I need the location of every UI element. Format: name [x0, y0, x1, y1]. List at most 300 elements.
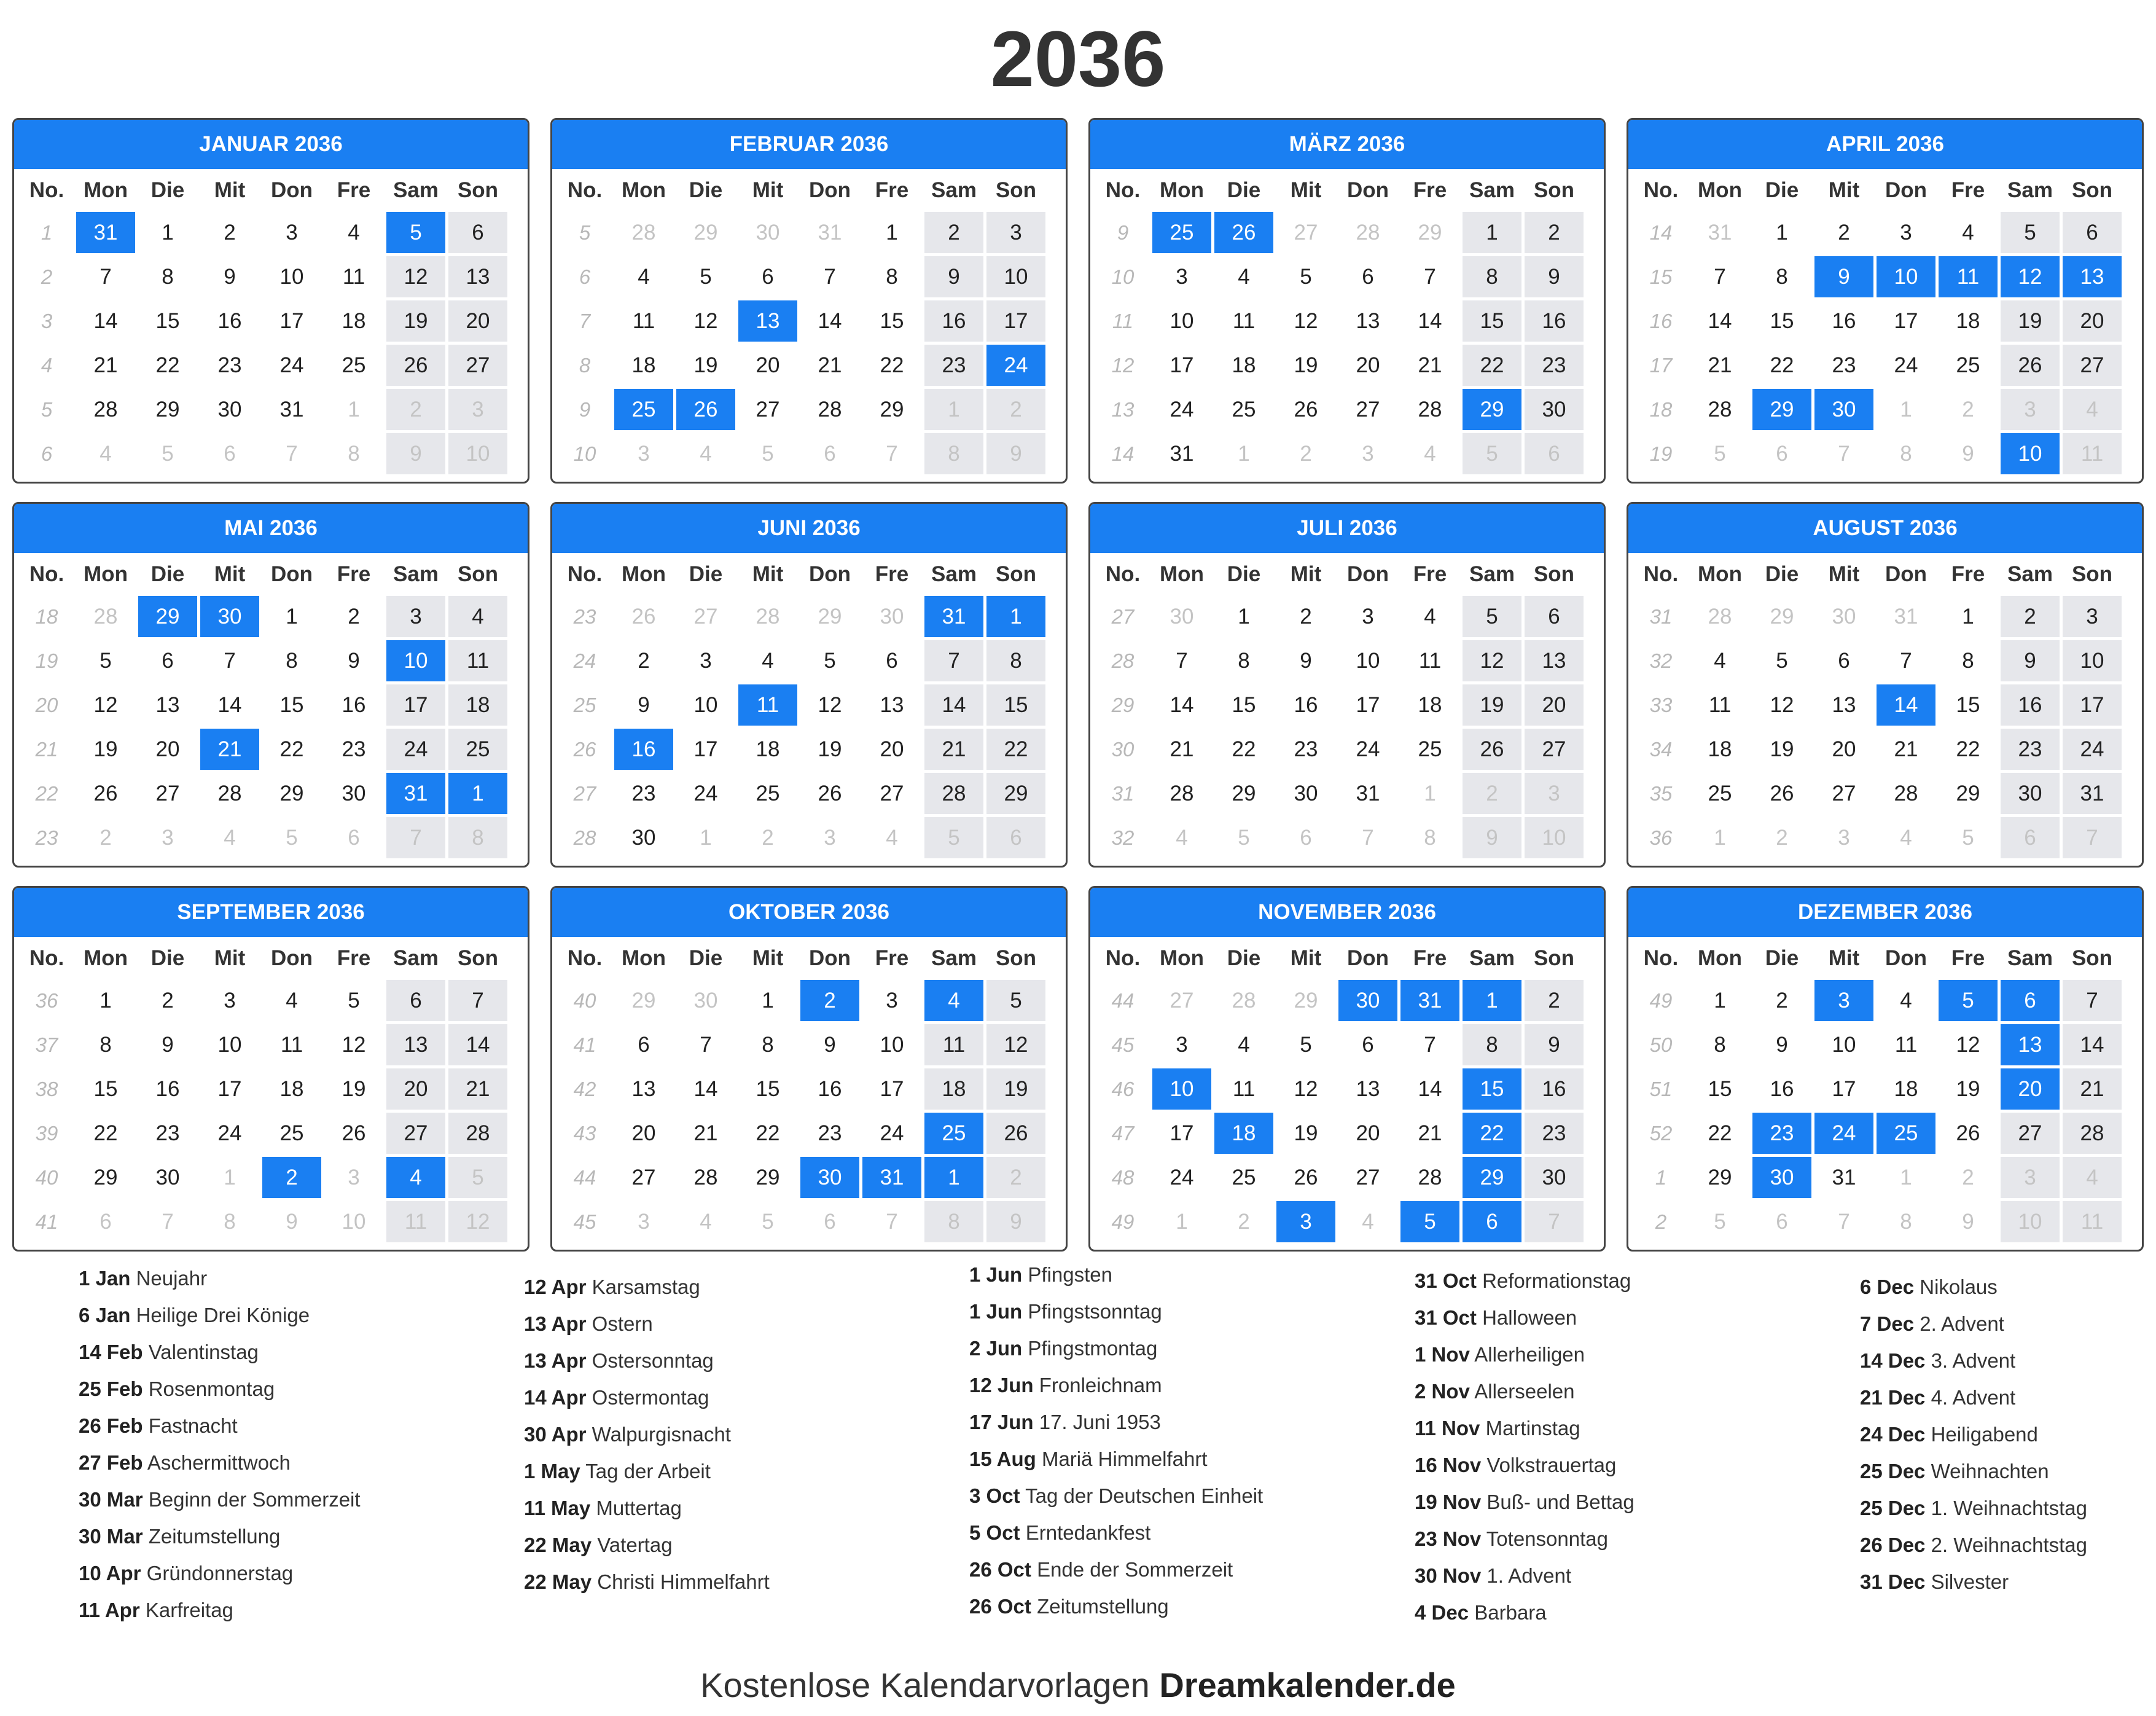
holiday-item	[1415, 1263, 1845, 1299]
day-cell: 6	[762, 264, 774, 289]
week-row	[558, 1113, 1045, 1154]
day-cell: 21	[818, 353, 842, 377]
weekday-header: Don	[808, 946, 851, 970]
holiday-name: Mariä Himmelfahrt	[1041, 1448, 1208, 1470]
day-cell: 1	[286, 604, 298, 629]
holiday-date: 30 Mar	[79, 1488, 143, 1511]
holiday-day-cell: 29	[138, 596, 197, 637]
day-cell: 20	[880, 737, 904, 761]
weekday-header-row	[1096, 940, 1584, 977]
week-number: 8	[579, 353, 591, 377]
day-cell: 11	[1708, 692, 1732, 717]
day-cell: 30	[693, 988, 718, 1013]
day-cell: 26	[818, 781, 842, 805]
weekday-header-row	[1096, 556, 1584, 593]
holiday-date: 14 Apr	[524, 1386, 587, 1409]
day-cell: 4	[286, 988, 298, 1013]
week-row	[20, 1157, 507, 1198]
day-cell: 4	[1176, 825, 1188, 850]
week-row	[558, 300, 1045, 342]
day-cell: 22	[756, 1121, 780, 1145]
holiday-name: 2. Advent	[1920, 1312, 2004, 1335]
holiday-day-cell: 25	[1877, 1113, 1935, 1154]
day-cell: 29	[155, 397, 180, 421]
day-cell: 27	[2001, 1113, 2060, 1154]
day-cell: 12	[448, 1201, 507, 1242]
day-cell: 26	[2001, 345, 2060, 386]
day-cell: 14	[693, 1076, 718, 1101]
month-table	[17, 553, 510, 861]
day-cell: 1	[1962, 604, 1974, 629]
day-cell: 6	[1300, 825, 1312, 850]
day-cell: 17	[1894, 308, 1918, 333]
month-title: DEZEMBER 2036	[1628, 888, 2142, 937]
weekday-header: Son	[457, 178, 499, 202]
weekday-header: Die	[150, 946, 185, 970]
day-cell: 3	[2001, 389, 2060, 430]
day-cell: 9	[1776, 1032, 1788, 1057]
weekday-header: Fre	[1951, 562, 1985, 586]
week-number: 39	[35, 1121, 58, 1145]
day-cell: 21	[2063, 1068, 2122, 1110]
day-cell: 3	[1362, 441, 1374, 466]
month-table	[17, 937, 510, 1245]
weekday-header: Mit	[752, 946, 784, 970]
week-number: 5	[41, 398, 53, 421]
holiday-day-cell: 12	[2001, 256, 2060, 297]
day-cell: 27	[448, 345, 507, 386]
month-title: JUNI 2036	[552, 504, 1066, 553]
day-cell: 4	[1238, 1032, 1250, 1057]
day-cell: 9	[1962, 441, 1974, 466]
holiday-item	[969, 1404, 1399, 1441]
day-cell: 7	[1424, 264, 1436, 289]
day-cell: 1	[1776, 220, 1788, 245]
month-table	[1631, 169, 2125, 477]
weekday-header: Die	[150, 562, 185, 586]
holiday-column	[79, 1260, 509, 1629]
day-cell: 7	[924, 640, 983, 681]
holiday-date: 2 Nov	[1415, 1380, 1470, 1403]
week-number: 32	[1111, 826, 1135, 849]
weekday-header: Son	[995, 562, 1037, 586]
day-cell: 23	[342, 737, 366, 761]
holiday-date: 14 Dec	[1860, 1349, 1926, 1372]
holiday-date: 3 Oct	[969, 1484, 1020, 1507]
weekday-header-row	[558, 556, 1045, 593]
day-cell: 5	[1962, 825, 1974, 850]
holiday-day-cell: 29	[1463, 1157, 1521, 1198]
day-cell: 19	[1956, 1076, 1980, 1101]
holiday-day-cell: 22	[1463, 1113, 1521, 1154]
day-cell: 9	[1300, 648, 1312, 673]
day-cell: 27	[631, 1165, 656, 1189]
week-row	[20, 596, 507, 637]
weekday-header: Sam	[931, 178, 977, 202]
day-cell: 27	[386, 1113, 445, 1154]
week-number: 9	[1117, 221, 1129, 244]
week-number: 6	[579, 265, 591, 288]
day-cell: 16	[217, 308, 242, 333]
week-number: 40	[573, 989, 596, 1012]
holiday-name: Rosenmontag	[148, 1377, 275, 1400]
day-cell: 2	[386, 389, 445, 430]
day-cell: 16	[1525, 1068, 1584, 1110]
day-cell: 9	[286, 1209, 298, 1234]
day-cell: 9	[1962, 1209, 1974, 1234]
weekday-header: Don	[270, 178, 313, 202]
holiday-item	[1415, 1373, 1845, 1410]
day-cell: 5	[924, 817, 983, 858]
day-cell: 21	[924, 729, 983, 770]
day-cell: 26	[986, 1113, 1045, 1154]
week-row	[20, 433, 507, 474]
weekday-header: Fre	[1951, 946, 1985, 970]
holiday-date: 30 Apr	[524, 1423, 587, 1446]
week-number: 5	[579, 221, 591, 244]
week-row	[1096, 596, 1584, 637]
day-cell: 23	[924, 345, 983, 386]
week-number: 18	[35, 605, 58, 628]
day-cell: 7	[824, 264, 836, 289]
day-cell: 1	[886, 220, 898, 245]
day-cell: 3	[286, 220, 298, 245]
weekday-header: Don	[1346, 562, 1389, 586]
weekday-header: Don	[808, 562, 851, 586]
weekday-header: Don	[1346, 178, 1389, 202]
day-cell: 21	[93, 353, 118, 377]
day-cell: 13	[155, 692, 180, 717]
week-row	[1635, 1024, 2122, 1065]
week-row	[20, 980, 507, 1021]
week-row	[20, 1201, 507, 1242]
day-cell: 10	[279, 264, 304, 289]
holiday-item	[79, 1297, 509, 1334]
day-cell: 29	[986, 773, 1045, 814]
week-row	[20, 256, 507, 297]
day-cell: 7	[2063, 817, 2122, 858]
week-number-header: No.	[567, 946, 603, 970]
holiday-item	[79, 1592, 509, 1629]
day-cell: 13	[448, 256, 507, 297]
holiday-day-cell: 6	[1463, 1201, 1521, 1242]
week-row	[1096, 389, 1584, 430]
day-cell: 6	[1776, 441, 1788, 466]
month-table	[1093, 937, 1587, 1245]
day-cell: 10	[2001, 1201, 2060, 1242]
day-cell: 6	[1525, 433, 1584, 474]
holiday-name: Pfingsten	[1028, 1263, 1112, 1286]
holiday-item	[1860, 1342, 2156, 1379]
week-number: 41	[35, 1210, 58, 1233]
week-number-header: No.	[1105, 946, 1141, 970]
holiday-date: 7 Dec	[1860, 1312, 1915, 1335]
weekday-header: Die	[689, 946, 723, 970]
day-cell: 1	[700, 825, 712, 850]
week-number: 11	[1112, 309, 1134, 332]
week-row	[20, 212, 507, 253]
holiday-name: Walpurgisnacht	[592, 1423, 731, 1446]
day-cell: 5	[286, 825, 298, 850]
week-number: 24	[573, 649, 596, 672]
holiday-name: Vatertag	[597, 1534, 673, 1556]
day-cell: 23	[2001, 729, 2060, 770]
day-cell: 28	[693, 1165, 718, 1189]
holiday-name: Fastnacht	[148, 1414, 238, 1437]
week-number: 12	[1111, 353, 1135, 377]
week-row	[558, 212, 1045, 253]
weekday-header: Mon	[1698, 562, 1742, 586]
week-number: 42	[573, 1077, 596, 1100]
holiday-date: 4 Dec	[1415, 1601, 1469, 1624]
weekday-header-row	[558, 172, 1045, 209]
week-number-header: No.	[29, 946, 64, 970]
weekday-header: Don	[1885, 946, 1928, 970]
weekday-header: Sam	[2007, 562, 2053, 586]
week-row	[1096, 980, 1584, 1021]
month-title: MAI 2036	[14, 504, 528, 553]
day-cell: 5	[1776, 648, 1788, 673]
weekday-header: Mon	[1160, 946, 1204, 970]
holiday-date: 6 Jan	[79, 1304, 131, 1326]
weekday-header: Fre	[1413, 946, 1447, 970]
holiday-day-cell: 31	[1400, 980, 1459, 1021]
day-cell: 27	[2063, 345, 2122, 386]
day-cell: 3	[986, 212, 1045, 253]
week-row	[1096, 345, 1584, 386]
month-title: APRIL 2036	[1628, 120, 2142, 169]
holiday-date: 10 Apr	[79, 1562, 141, 1585]
day-cell: 18	[631, 353, 656, 377]
weekday-header-row	[1635, 940, 2122, 977]
holiday-item	[969, 1367, 1399, 1404]
day-cell: 1	[1900, 397, 1912, 421]
day-cell: 10	[1170, 308, 1194, 333]
day-cell: 23	[631, 781, 656, 805]
holiday-item	[1860, 1527, 2156, 1564]
day-cell: 10	[986, 256, 1045, 297]
week-number: 40	[35, 1166, 58, 1189]
week-number-header: No.	[29, 562, 64, 586]
day-cell: 30	[880, 604, 904, 629]
holiday-name: Zeitumstellung	[1037, 1595, 1169, 1618]
day-cell: 4	[700, 1209, 712, 1234]
day-cell: 2	[762, 825, 774, 850]
holiday-date: 25 Feb	[79, 1377, 143, 1400]
weekday-header: Mit	[1828, 562, 1860, 586]
week-row	[558, 433, 1045, 474]
day-cell: 29	[693, 220, 718, 245]
week-number: 20	[35, 693, 58, 716]
holiday-day-cell: 2	[800, 980, 859, 1021]
holiday-item	[79, 1334, 509, 1371]
weekday-header: Mon	[1160, 178, 1204, 202]
day-cell: 31	[279, 397, 304, 421]
holiday-name: 1. Advent	[1486, 1564, 1571, 1587]
day-cell: 12	[1294, 1076, 1318, 1101]
holiday-item	[969, 1441, 1399, 1478]
day-cell: 28	[93, 604, 118, 629]
day-cell: 16	[1770, 1076, 1794, 1101]
week-number-header: No.	[1643, 178, 1679, 202]
holiday-item	[524, 1490, 954, 1527]
holiday-date: 21 Dec	[1860, 1386, 1926, 1409]
day-cell: 29	[93, 1165, 118, 1189]
weekday-header: Mon	[1698, 178, 1742, 202]
day-cell: 7	[1838, 1209, 1850, 1234]
weekday-header: Fre	[875, 562, 909, 586]
day-cell: 5	[986, 980, 1045, 1021]
weekday-header: Fre	[1413, 562, 1447, 586]
holiday-item	[1860, 1379, 2156, 1416]
day-cell: 1	[1176, 1209, 1188, 1234]
day-cell: 29	[1770, 604, 1794, 629]
month-title: NOVEMBER 2036	[1090, 888, 1604, 937]
week-row	[558, 1201, 1045, 1242]
holiday-name: 2. Weihnachtstag	[1931, 1534, 2087, 1556]
week-row	[1096, 212, 1584, 253]
day-cell: 2	[224, 220, 236, 245]
holiday-item	[79, 1371, 509, 1408]
month-table	[1093, 169, 1587, 477]
day-cell: 24	[693, 781, 718, 805]
day-cell: 22	[1463, 345, 1521, 386]
day-cell: 5	[100, 648, 112, 673]
week-number: 29	[1111, 693, 1135, 716]
day-cell: 26	[1294, 1165, 1318, 1189]
day-cell: 10	[1832, 1032, 1856, 1057]
holiday-name: Weihnachten	[1931, 1460, 2049, 1483]
holiday-date: 27 Feb	[79, 1451, 143, 1474]
day-cell: 31	[1894, 604, 1918, 629]
holiday-date: 11 Nov	[1415, 1417, 1480, 1440]
day-cell: 2	[1776, 988, 1788, 1013]
day-cell: 6	[1525, 596, 1584, 637]
weekday-header: Sam	[2007, 946, 2053, 970]
week-number: 33	[1649, 693, 1673, 716]
week-row	[558, 684, 1045, 726]
holiday-name: Heilige Drei Könige	[136, 1304, 310, 1326]
day-cell: 3	[638, 441, 650, 466]
holiday-date: 15 Aug	[969, 1448, 1036, 1470]
holiday-name: Allerseelen	[1474, 1380, 1575, 1403]
day-cell: 28	[924, 773, 983, 814]
day-cell: 8	[986, 640, 1045, 681]
day-cell: 3	[386, 596, 445, 637]
week-number: 27	[573, 782, 596, 805]
weekday-header: Sam	[931, 946, 977, 970]
day-cell: 7	[162, 1209, 174, 1234]
holiday-date: 30 Nov	[1415, 1564, 1482, 1587]
holiday-date: 1 Nov	[1415, 1343, 1470, 1366]
week-row	[1096, 1113, 1584, 1154]
weekday-header: Don	[1346, 946, 1389, 970]
day-cell: 9	[1525, 1024, 1584, 1065]
day-cell: 27	[693, 604, 718, 629]
holiday-name: Gründonnerstag	[146, 1562, 294, 1585]
week-number: 6	[41, 442, 53, 465]
day-cell: 13	[1356, 308, 1380, 333]
weekday-header: Mit	[214, 946, 246, 970]
day-cell: 28	[93, 397, 118, 421]
weekday-header: Mon	[622, 946, 666, 970]
footer-brand[interactable]: Dreamkalender.de	[1159, 1666, 1456, 1704]
month-calendar	[12, 118, 529, 484]
holiday-item	[79, 1481, 509, 1518]
holiday-date: 30 Mar	[79, 1525, 143, 1548]
day-cell: 17	[1356, 692, 1380, 717]
day-cell: 21	[448, 1068, 507, 1110]
day-cell: 3	[1362, 604, 1374, 629]
day-cell: 2	[1238, 1209, 1250, 1234]
day-cell: 5	[762, 441, 774, 466]
holiday-day-cell: 25	[1152, 212, 1211, 253]
day-cell: 9	[638, 692, 650, 717]
day-cell: 9	[2001, 640, 2060, 681]
day-cell: 7	[886, 441, 898, 466]
holiday-date: 14 Feb	[79, 1341, 143, 1363]
day-cell: 15	[93, 1076, 118, 1101]
holiday-date: 13 Apr	[524, 1312, 587, 1335]
week-number: 44	[573, 1166, 596, 1189]
day-cell: 8	[1424, 825, 1436, 850]
holiday-name: Ostermontag	[592, 1386, 709, 1409]
day-cell: 26	[1770, 781, 1794, 805]
day-cell: 29	[1294, 988, 1318, 1013]
day-cell: 2	[986, 1157, 1045, 1198]
week-number: 52	[1649, 1121, 1673, 1145]
holiday-name: Nikolaus	[1920, 1275, 1998, 1298]
day-cell: 24	[1170, 397, 1194, 421]
holiday-item	[969, 1478, 1399, 1514]
holiday-day-cell: 3	[1814, 980, 1873, 1021]
day-cell: 19	[1294, 1121, 1318, 1145]
day-cell: 28	[818, 397, 842, 421]
week-number: 1	[1655, 1166, 1667, 1189]
weekday-header: Sam	[393, 562, 439, 586]
day-cell: 6	[886, 648, 898, 673]
weekday-header: Mon	[1698, 946, 1742, 970]
day-cell: 18	[448, 684, 507, 726]
holiday-date: 2 Jun	[969, 1337, 1023, 1360]
week-number: 51	[1649, 1077, 1673, 1100]
day-cell: 9	[348, 648, 360, 673]
day-cell: 18	[756, 737, 780, 761]
day-cell: 22	[880, 353, 904, 377]
weekday-header: Mon	[622, 562, 666, 586]
day-cell: 11	[1418, 648, 1442, 673]
day-cell: 3	[348, 1165, 360, 1189]
day-cell: 19	[2001, 300, 2060, 342]
week-number: 23	[573, 605, 596, 628]
holiday-date: 6 Dec	[1860, 1275, 1915, 1298]
holiday-day-cell: 4	[924, 980, 983, 1021]
day-cell: 11	[280, 1032, 303, 1057]
day-cell: 19	[693, 353, 718, 377]
day-cell: 3	[1525, 773, 1584, 814]
holiday-name: Pfingstsonntag	[1028, 1300, 1162, 1323]
holiday-name: Barbara	[1474, 1601, 1547, 1624]
day-cell: 22	[1956, 737, 1980, 761]
holiday-name: Tag der Deutschen Einheit	[1025, 1484, 1264, 1507]
week-number: 25	[573, 693, 596, 716]
week-row	[20, 773, 507, 814]
day-cell: 11	[632, 308, 655, 333]
holiday-name: Zeitumstellung	[148, 1525, 281, 1548]
week-row	[20, 1068, 507, 1110]
day-cell: 19	[986, 1068, 1045, 1110]
holiday-name: Volkstrauertag	[1486, 1454, 1617, 1476]
